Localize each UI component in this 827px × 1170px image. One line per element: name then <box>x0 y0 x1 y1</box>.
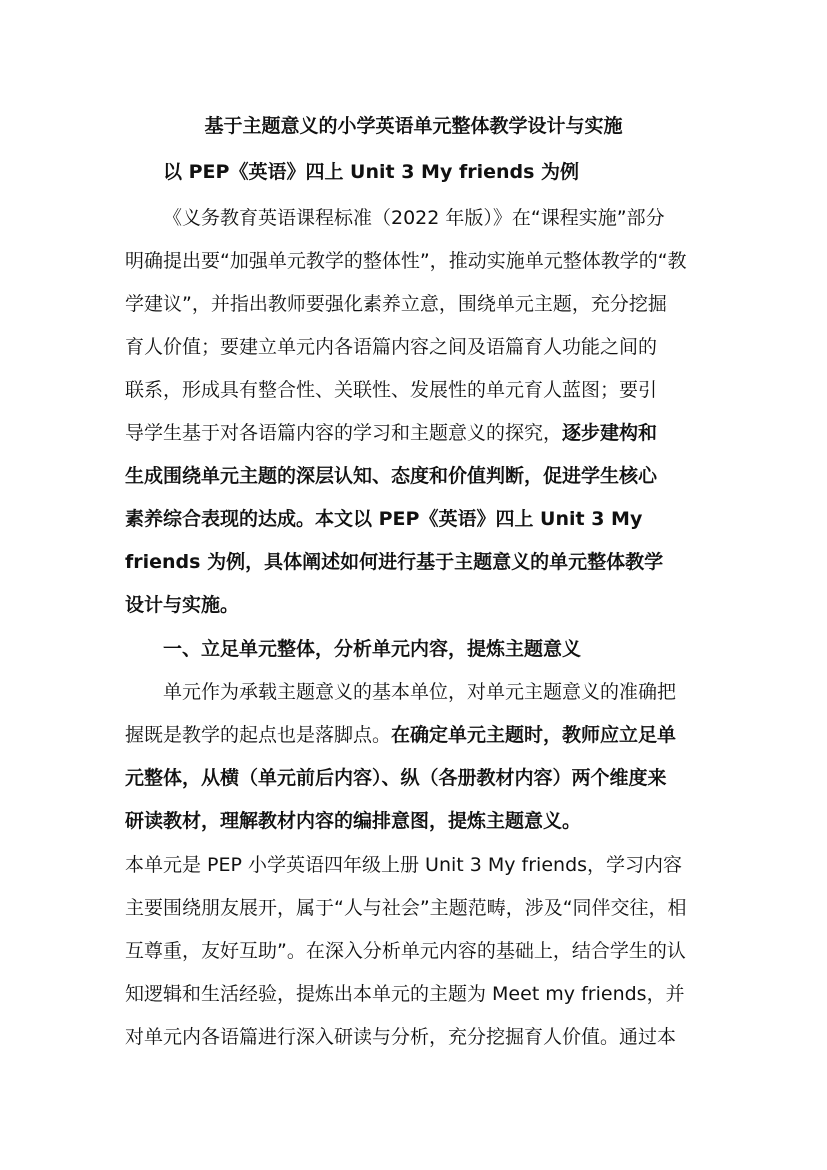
paragraph-line: 明确提出要“加强单元教学的整体性”，推动实施单元整体教学的“教 <box>125 250 687 272</box>
paragraph-line <box>125 418 705 448</box>
document-subtitle: 以 PEP《英语》四上 Unit 3 My friends 为例 <box>163 161 580 183</box>
text-run: 导学生基于对各语篇内容的学习和主题意义的探究， <box>125 422 563 444</box>
paragraph-line: 学建议”，并指出教师要强化素养立意，围绕单元主题，充分挖掘 <box>125 293 667 315</box>
emphasis-line: friends 为例，具体阐述如何进行基于主题意义的单元整体教学 <box>125 551 664 573</box>
paragraph-line: 本单元是 PEP 小学英语四年级上册 Unit 3 My friends，学习内容 <box>125 854 683 876</box>
section-heading: 一、立足单元整体，分析单元内容，提炼主题意义 <box>163 638 582 660</box>
text-run: 握既是教学的起点也是落脚点。 <box>125 724 392 746</box>
emphasis-line: 设计与实施。 <box>125 594 240 616</box>
emphasis-line: 素养综合表现的达成。本文以 PEP《英语》四上 Unit 3 My <box>125 508 643 530</box>
paragraph-line <box>125 720 705 750</box>
paragraph-line: 育人价值；要建立单元内各语篇内容之间及语篇育人功能之间的 <box>125 336 658 358</box>
paragraph-line: 主要围绕朋友展开，属于“人与社会”主题范畴，涉及“同伴交往，相 <box>125 897 687 919</box>
paragraph-line: 互尊重，友好互助”。在深入分析单元内容的基础上，结合学生的认 <box>125 940 686 962</box>
paragraph-line: 单元作为承载主题意义的基本单位，对单元主题意义的准确把 <box>163 681 677 703</box>
paragraph-line: 对单元内各语篇进行深入研读与分析，充分挖掘育人价值。通过本 <box>125 1026 677 1048</box>
paragraph-line: 知逻辑和生活经验，提炼出本单元的主题为 Meet my friends，并 <box>125 983 685 1005</box>
emphasis-text: 在确定单元主题时，教师应立足单 <box>391 724 677 746</box>
emphasis-line: 元整体，从横（单元前后内容）、纵（各册教材内容）两个维度来 <box>125 767 667 789</box>
emphasis-line: 生成围绕单元主题的深层认知、态度和价值判断，促进学生核心 <box>125 465 658 487</box>
paragraph-line: 联系，形成具有整合性、关联性、发展性的单元育人蓝图；要引 <box>125 379 658 401</box>
document-title: 基于主题意义的小学英语单元整体教学设计与实施 <box>204 115 623 137</box>
paragraph-line: 《义务教育英语课程标准（2022 年版）》在“课程实施”部分 <box>163 207 665 229</box>
emphasis-text: 逐步建构和 <box>562 422 658 444</box>
emphasis-line: 研读教材，理解教材内容的编排意图，提炼主题意义。 <box>125 810 582 832</box>
